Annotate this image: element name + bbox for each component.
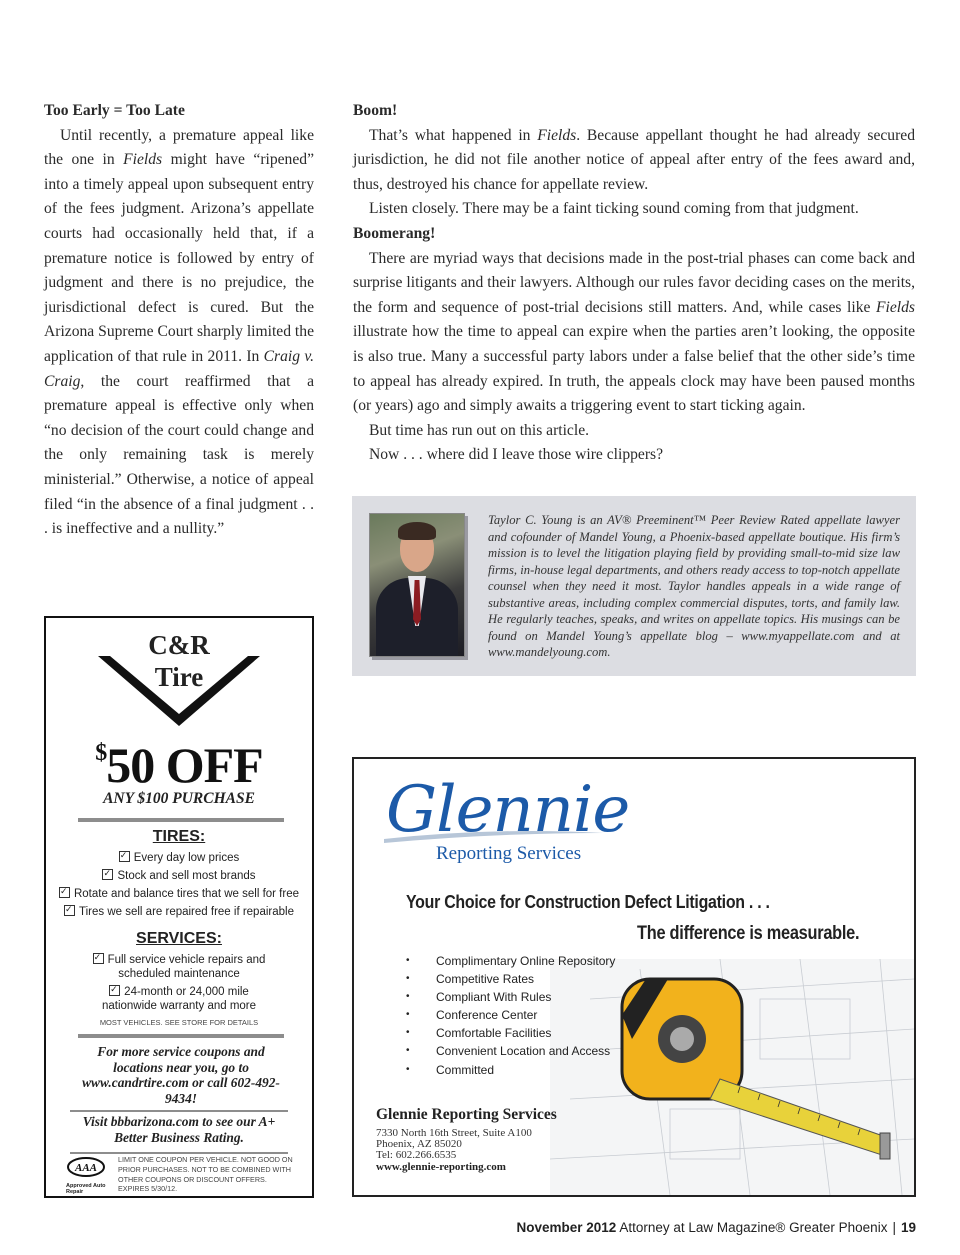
checkbox-icon [102,869,113,880]
glennie-phone: Tel: 602.266.6535 [376,1149,457,1161]
list-item: • Convenient Location and Access [406,1042,615,1060]
divider [78,818,284,822]
services-item: ✓Full service vehicle repairs and [46,952,312,968]
tire-offer-condition: ANY $100 PURCHASE [103,790,255,807]
footer-magazine: Attorney at Law Magazine® [619,1220,786,1235]
footer-region: Greater Phoenix [789,1220,888,1235]
article-paragraph: Listen closely. There may be a faint ticking sound coming from that judgment. [369,200,859,218]
cr-tire-advertisement [44,616,314,1198]
glennie-website: www.glennie-reporting.com [376,1161,506,1173]
page-number: 19 [900,1220,916,1235]
glennie-headline: Your Choice for Construction Defect Litigation . . . [406,891,770,912]
checkbox-icon [119,851,130,862]
list-item: • Complimentary Online Repository [406,952,615,970]
services-heading: SERVICES: [136,930,222,947]
services-item-cont: nationwide warranty and more [101,1000,257,1012]
right-column [353,99,915,468]
tire-offer-amount: $50 OFF [95,737,263,793]
list-item: • Compliant With Rules [406,988,615,1006]
tires-item: ✓Rotate and balance tires that we sell for free [46,886,312,902]
tire-bbb-rating: Visit bbbarizona.com to see our A+ Better Business Rating. [82,1114,276,1145]
article-paragraph: Until recently, a premature appeal like the one in Fields might have “ripened” into a timely appeal upon subsequent entry of the fees judgment. Arizona’s appellate courts had occasionally held that, if a premature notice is followed by entry of judgment and there is no prejudice, the jurisdictional defect is cured. But the Arizona Supreme Court sharply limited the application of that rule in 2011. In Craig v. Craig, the court reaffirmed that a premature appeal is effective only when “no decision of the court could change and the only remaining task is merely ministerial.” Otherwise, a notice of appeal filed “in the absence of a final judgment . . . is ineffective and a nullity.” [44,126,314,538]
tire-more-info: For more service coupons and locations near you, go to www.candrtire.com or call 602-492-9434! [82,1044,280,1106]
checkbox-icon [64,905,75,916]
services-note: MOST VEHICLES. SEE STORE FOR DETAILS [99,1018,259,1027]
aaa-logo-icon [66,1156,106,1195]
list-item: • Committed [406,1061,615,1079]
glennie-address-line: Phoenix, AZ 85020 [376,1138,462,1150]
glennie-address-line: 7330 North 16th Street, Suite A100 [376,1127,532,1139]
article-paragraph: But time has run out on this article. [369,421,590,439]
footer-date: November 2012 [516,1220,617,1235]
divider [78,1034,284,1038]
divider [70,1152,288,1154]
list-item: • Comfortable Facilities [406,1024,615,1042]
section-heading-boomerang: Boomerang! [353,224,436,242]
services-item-cont: scheduled maintenance [118,968,240,980]
services-item: ✓24-month or 24,000 mile [46,984,312,1000]
checkbox-icon [93,953,104,964]
glennie-logo-subtitle: Reporting Services [436,843,582,864]
author-bio-text: Taylor C. Young is an AV® Preeminent™ Peer Review Rated appellate lawyer and cofounder of Mandel Young, a Phoenix-based appellate boutique. His firm’s mission is to level the litigation playing field by providing small-to-mid size law firms, in-house legal departments, and others ready access to top-notch appellate counsel when they need it most. Taylor handles appeals in a wide range of substantive areas, including complex commercial disputes, torts, and family law. He regularly teaches, speaks, and writes on appellate topics. His musings can be found on Mandel Young’s appellate blog – www.myappellate.com and at www.mandelyoung.com. [488,513,900,659]
svg-text:AAA: AAA [74,1162,98,1174]
article-paragraph: That’s what happened in Fields. Because appellant thought he had already secured jurisdiction, he did not file another notice of appeal after entry of the fees award and, thus, destroyed his chance for appellate review. [353,126,915,193]
article-paragraph: Now . . . where did I leave those wire clippers? [369,446,664,464]
checkbox-icon [109,985,120,996]
tires-item: ✓Stock and sell most brands [46,868,312,884]
left-column [44,99,314,542]
tires-heading: TIRES: [152,828,206,845]
glennie-advertisement [352,757,916,1197]
aaa-label: Approved Auto Repair [66,1183,106,1195]
section-heading-boom: Boom! [353,102,398,119]
tires-item: ✓Tires we sell are repaired free if repairable [46,904,312,920]
tire-logo-bottom: Tire [154,662,204,692]
author-bio-box [352,496,916,676]
tires-item: ✓Every day low prices [46,850,312,866]
article-paragraph: There are myriad ways that decisions made in the post-trial phases can come back and surprise litigants and their lawyers. Although our rules favor deciding cases on the merits, the form and sequence of post-trial decisions still matters. And, while cases like Fields illustrate how the time to appeal can expire when the parties aren’t looking, the opposite is also true. Many a successful party labors under a false belief that the other side’s time to appeal has already expired. In truth, the appeals clock may have been paused months (or years) ago and simply awaits a triggering event to start ticking again. [353,249,915,415]
page-footer [517,1220,917,1235]
glennie-company-name: Glennie Reporting Services [376,1106,557,1123]
checkbox-icon [59,887,70,898]
tire-logo-top: C&R [148,630,210,660]
glennie-tagline: The difference is measurable. [637,923,860,944]
glennie-feature-list [406,952,615,1079]
aaa-oval-icon [66,1156,106,1178]
list-item: • Conference Center [406,1006,615,1024]
logo-swoosh-icon [384,825,604,845]
divider [70,1110,288,1112]
glennie-logo: Glennie [386,773,630,847]
section-heading-too-early: Too Early = Too Late [44,102,185,119]
list-item: • Competitive Rates [406,970,615,988]
footer-separator: | [892,1220,896,1235]
tire-fine-print: LIMIT ONE COUPON PER VEHICLE. NOT GOOD ON PRIOR PURCHASES. NOT TO BE COMBINED WITH OTHER COUPONS OR DISCOUNT OFFERS. EXPIRES 5/30/12. [118,1155,293,1194]
author-photo [369,513,465,657]
